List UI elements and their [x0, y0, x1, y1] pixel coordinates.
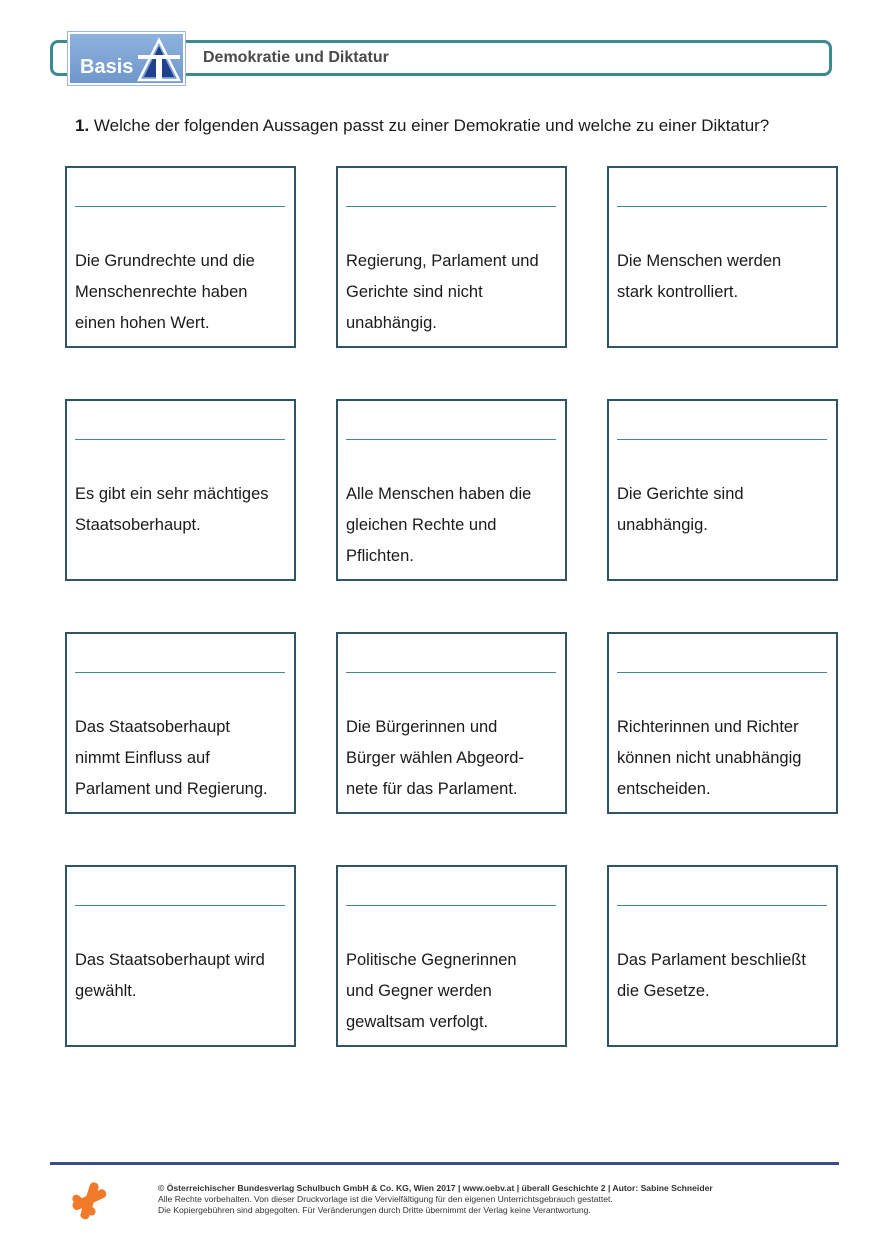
task-number: 1.: [75, 116, 90, 135]
statement-line: Bürger wählen Abgeord-: [346, 749, 524, 767]
footer-line-3: Die Kopiergebühren sind abgegolten. Für Veränderungen durch Dritte übernimmt der Verlag keine Verantwortung.: [158, 1205, 591, 1215]
statement-card: [607, 632, 838, 814]
statement-line: Richterinnen und Richter: [617, 718, 799, 736]
statement-card: [65, 166, 296, 348]
statement-card: [65, 632, 296, 814]
answer-line[interactable]: [346, 672, 556, 673]
answer-line[interactable]: [75, 439, 285, 440]
answer-line[interactable]: [346, 905, 556, 906]
statement-line: gewählt.: [75, 982, 137, 1000]
statement-line: Alle Menschen haben die: [346, 485, 532, 503]
statement-line: Politische Gegnerinnen: [346, 951, 517, 969]
answer-line[interactable]: [75, 905, 285, 906]
statement-line: Das Staatsoberhaupt: [75, 718, 231, 736]
statement-line: Die Bürgerinnen und: [346, 718, 498, 736]
basis-logo: [68, 32, 185, 85]
statement-line: einen hohen Wert.: [75, 314, 210, 332]
footer-line-2: Alle Rechte vorbehalten. Von dieser Druckvorlage ist die Vervielfältigung für den eigenen Unterrichtsgebrauch gestattet.: [158, 1194, 613, 1204]
statement-card: [336, 399, 567, 581]
statement-line: unabhängig.: [346, 314, 437, 332]
statement-line: und Gegner werden: [346, 982, 492, 1000]
statement-text: [346, 246, 559, 339]
publisher-logo-icon: [70, 1180, 110, 1222]
worksheet-title: Demokratie und Diktatur: [203, 49, 389, 66]
statement-text: [617, 479, 830, 541]
statement-text: [617, 712, 830, 805]
statement-line: gleichen Rechte und: [346, 516, 497, 534]
footer-divider: [50, 1162, 839, 1165]
statement-line: nimmt Einfluss auf: [75, 749, 210, 767]
task-question: [75, 116, 769, 136]
statement-line: Parlament und Regierung.: [75, 780, 268, 798]
statement-card: [336, 632, 567, 814]
statement-line: Das Staatsoberhaupt wird: [75, 951, 265, 969]
statement-line: Gerichte sind nicht: [346, 283, 483, 301]
statement-text: [75, 712, 288, 805]
statement-card: [607, 399, 838, 581]
statement-card: [336, 166, 567, 348]
answer-line[interactable]: [617, 905, 827, 906]
footer-line-1: © Österreichischer Bundesverlag Schulbuch GmbH & Co. KG, Wien 2017 | www.oebv.at | überall Geschichte 2 | Autor: Sabine Schneider: [158, 1183, 713, 1193]
task-text: Welche der folgenden Aussagen passt zu einer Demokratie und welche zu einer Diktatur?: [89, 116, 770, 135]
statement-line: stark kontrolliert.: [617, 283, 739, 301]
logo-label: Basis: [80, 56, 134, 78]
statement-line: Die Menschen werden: [617, 252, 782, 270]
statement-text: [346, 712, 559, 805]
statement-text: [75, 945, 288, 1007]
statement-line: die Gesetze.: [617, 982, 710, 1000]
statement-card: [607, 166, 838, 348]
statement-text: [75, 479, 288, 541]
statement-line: Staatsoberhaupt.: [75, 516, 201, 534]
statement-line: unabhängig.: [617, 516, 708, 534]
answer-line[interactable]: [617, 206, 827, 207]
statement-card: [607, 865, 838, 1047]
statement-card: [65, 399, 296, 581]
answer-line[interactable]: [75, 206, 285, 207]
statement-text: [75, 246, 288, 339]
statement-line: entscheiden.: [617, 780, 711, 798]
statement-line: nete für das Parlament.: [346, 780, 518, 798]
answer-line[interactable]: [75, 672, 285, 673]
statement-text: [617, 945, 830, 1007]
statement-line: Pflichten.: [346, 547, 414, 565]
answer-line[interactable]: [617, 672, 827, 673]
statement-line: Es gibt ein sehr mächtiges: [75, 485, 269, 503]
statement-line: Menschenrechte haben: [75, 283, 248, 301]
statement-text: [346, 479, 559, 572]
pyramid-icon: [136, 37, 182, 83]
answer-line[interactable]: [346, 206, 556, 207]
statement-text: [617, 246, 830, 308]
answer-line[interactable]: [346, 439, 556, 440]
statement-card: [65, 865, 296, 1047]
statement-card: [336, 865, 567, 1047]
statement-line: gewaltsam verfolgt.: [346, 1013, 489, 1031]
statement-line: Regierung, Parlament und: [346, 252, 539, 270]
footer-copyright: [158, 1183, 713, 1216]
statement-line: können nicht unabhängig: [617, 749, 802, 767]
statement-line: Die Gerichte sind: [617, 485, 744, 503]
statement-text: [346, 945, 559, 1038]
statement-line: Das Parlament beschließt: [617, 951, 806, 969]
statement-line: Die Grundrechte und die: [75, 252, 255, 270]
answer-line[interactable]: [617, 439, 827, 440]
